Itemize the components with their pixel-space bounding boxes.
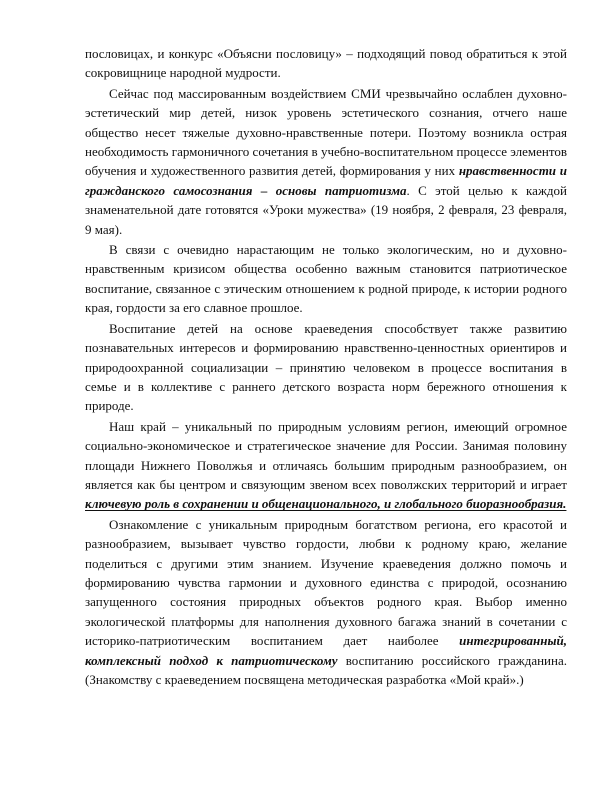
document-page: [85, 44, 567, 690]
paragraph-local-history: [85, 319, 567, 416]
paragraph-text: воспитанию российского гражданина. (Знакомству с краеведением посвящена методическая разработка «Мой край».): [85, 652, 567, 687]
paragraph-region: [85, 417, 567, 514]
paragraph-acquaintance: [85, 515, 567, 690]
paragraph-text: Наш край – уникальный по природным условиям регион, имеющий огромное социально-экономическое и стратегическое значение для России. Занимая половину площади Нижнего Поволжья и отличаясь большим природным разнообразием, он является как бы центром и связующим звеном всех поволжских территорий и играет: [85, 418, 567, 492]
emphasis-text: интегрированный, комплексный подход к патриотическому: [85, 633, 567, 668]
paragraph-text: . С этой целью к каждой знаменательной дате готовятся «Уроки мужества» (19 ноября, 2 февраля, 23 февраля, 9 мая).: [85, 182, 567, 237]
paragraph-text: В связи с очевидно нарастающим не только экологическим, но и духовно-нравственным кризисом общества особенно важным становится патриотическое воспитание, связанное с этическим отношением к родной природе, к истории родного края, гордости за его славное прошлое.: [85, 242, 567, 316]
paragraph-text: Ознакомление с уникальным природным богатством региона, его красотой и разнообразием, вызывает чувство гордости, любви к родному краю, желание поделиться с другими этим знанием. Изучение краеведения должно помочь и формированию чувства гармонии и духовного единства с природой, осознанию запущенного состояния природных объектов родного края. Выбор именно экологической платформы для наполнения духовного багажа знаний в сочетании с историко-патриотическим воспитанием дает наиболее: [85, 516, 567, 649]
paragraph-text: пословицах, и конкурс «Объясни пословицу» – подходящий повод обратиться к этой сокровищнице народной мудрости.: [85, 46, 567, 81]
paragraph-continuation: [85, 44, 567, 83]
paragraph-mass-media: [85, 84, 567, 239]
emphasis-text: нравственности и гражданского самосознания – основы патриотизма: [85, 163, 567, 198]
paragraph-text: Сейчас под массированным воздействием СМИ чрезвычайно ослаблен духовно-эстетический мир детей, низок уровень эстетического сознания, отчего наше общество несет тяжелые духовно-нравственные потери. Поэтому возникла острая необходимость гармоничного сочетания в учебно-воспитательном процессе элементов обучения и художественного развития детей, формирования у них: [85, 85, 567, 179]
emphasis-underlined-text: ключевую роль в сохранении и общенационального, и глобального биоразнообразия.: [85, 496, 567, 512]
paragraph-ecology-crisis: [85, 240, 567, 318]
paragraph-text: Воспитание детей на основе краеведения способствует также развитию познавательных интересов и формированию нравственно-ценностных ориентиров и природоохранной социализации – принятию человеком в процессе воспитания в семье и в коллективе с раннего детского возраста норм бережного отношения к природе.: [85, 320, 567, 414]
